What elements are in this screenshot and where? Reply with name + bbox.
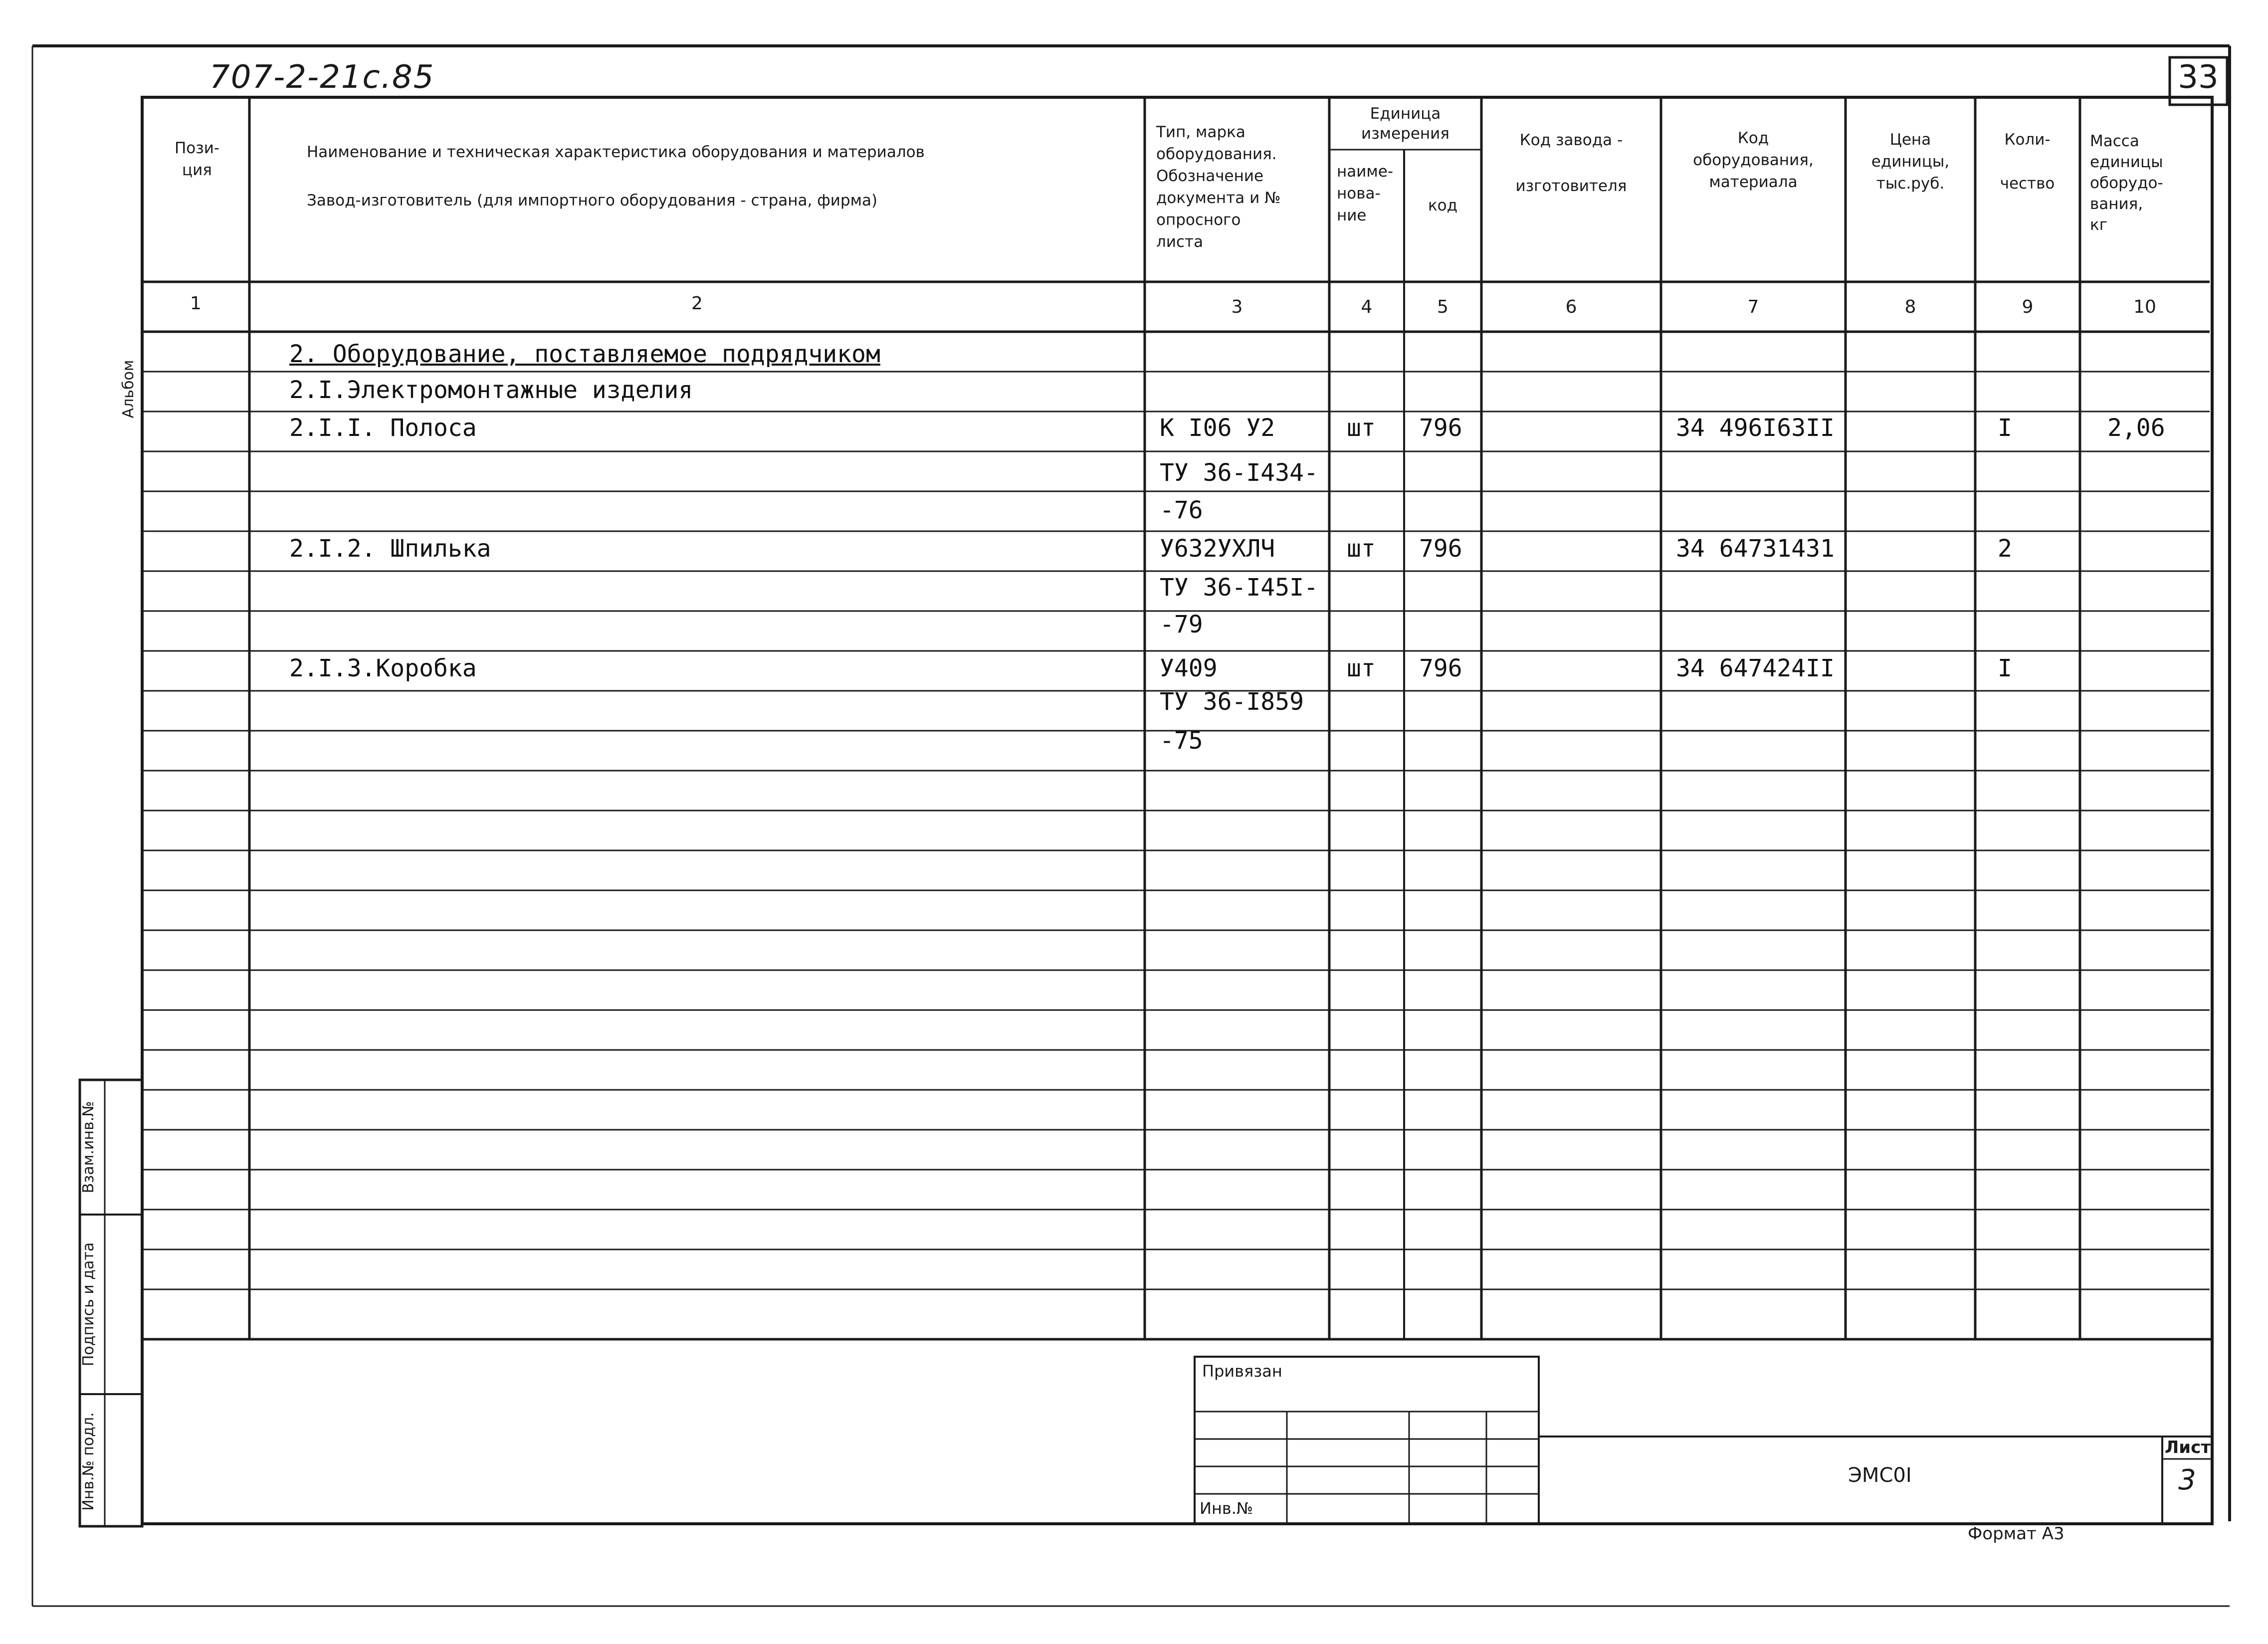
item-type-doc: -79 bbox=[1160, 611, 1203, 638]
header-mass: Масса единицы оборудо- вания, кг bbox=[2090, 132, 2163, 234]
document-designation: ЭМС0I bbox=[1848, 1464, 1912, 1487]
col-number-4: 4 bbox=[1361, 297, 1373, 317]
inv-podl-label: Инв.№ подл. bbox=[80, 1412, 97, 1511]
col-number-9: 9 bbox=[2022, 297, 2034, 317]
format-label: Формат А3 bbox=[1968, 1524, 2064, 1544]
vzam-inv-label: Взам.инв.№ bbox=[80, 1101, 97, 1194]
header-name-line1: Наименование и техническая характеристика оборудования и материалов bbox=[307, 143, 925, 161]
item-unit: шт bbox=[1347, 654, 1376, 682]
item-unit-code: 796 bbox=[1419, 654, 1462, 682]
sheet-label: Лист bbox=[2165, 1438, 2211, 1457]
item-material-code: 34 496I63II bbox=[1676, 414, 1835, 442]
item-quantity: I bbox=[1998, 414, 2012, 442]
header-type: Тип, марка оборудования. Обозначение документа и № опросного листа bbox=[1156, 123, 1281, 251]
item-unit: шт bbox=[1347, 414, 1376, 442]
header-name-line2: Завод-изготовитель (для импортного оборудования - страна, фирма) bbox=[307, 192, 878, 209]
item-type-doc: -75 bbox=[1160, 727, 1203, 755]
item-type: У632УХЛЧ bbox=[1160, 535, 1275, 563]
document-code: 707-2-21с.85 bbox=[209, 59, 435, 96]
header-unit-group: Единица измерения bbox=[1361, 105, 1449, 143]
item-material-code: 34 647424II bbox=[1676, 654, 1835, 682]
signature-date-label: Подпись и дата bbox=[80, 1242, 97, 1367]
privyazan-label: Привязан bbox=[1202, 1362, 1282, 1381]
item-type-doc: ТУ 36-I859 bbox=[1160, 688, 1304, 716]
subsection-title: 2.I.Электромонтажные изделия bbox=[289, 376, 693, 404]
item-unit-code: 796 bbox=[1419, 414, 1462, 442]
col-number-8: 8 bbox=[1904, 297, 1916, 317]
item-mass: 2,06 bbox=[2107, 414, 2165, 442]
sheet-number: 3 bbox=[2178, 1464, 2196, 1496]
col-number-10: 10 bbox=[2133, 297, 2156, 317]
header-unit-code: код bbox=[1428, 197, 1458, 214]
item-name: 2.I.2. Шпилька bbox=[289, 535, 491, 563]
item-type-doc: -76 bbox=[1160, 496, 1203, 524]
item-unit-code: 796 bbox=[1419, 535, 1462, 563]
album-label: Альбом bbox=[120, 360, 137, 418]
item-type: К I06 У2 bbox=[1160, 414, 1275, 442]
header-price: Цена единицы, тыс.руб. bbox=[1871, 131, 1950, 193]
inv-number-label: Инв.№ bbox=[1200, 1499, 1253, 1518]
item-quantity: 2 bbox=[1998, 535, 2012, 563]
item-type-doc: ТУ 36-I45I- bbox=[1160, 574, 1318, 602]
col-number-1: 1 bbox=[190, 293, 202, 314]
col-number-2: 2 bbox=[691, 293, 703, 314]
col-number-5: 5 bbox=[1437, 297, 1448, 317]
item-material-code: 34 64731431 bbox=[1676, 535, 1835, 563]
header-quantity: Коли- чество bbox=[2000, 131, 2055, 193]
header-unit-name: наиме- нова- ние bbox=[1337, 163, 1394, 224]
item-name: 2.I.I. Полоса bbox=[289, 414, 477, 442]
item-type: У409 bbox=[1160, 654, 1218, 682]
item-unit: шт bbox=[1347, 535, 1376, 563]
header-position: Пози- ция bbox=[174, 139, 220, 179]
item-quantity: I bbox=[1998, 654, 2012, 682]
col-number-3: 3 bbox=[1231, 297, 1243, 317]
col-number-7: 7 bbox=[1747, 297, 1759, 317]
header-factory-code: Код завода - изготовителя bbox=[1515, 131, 1627, 195]
header-material-code: Код оборудования, материала bbox=[1693, 129, 1814, 191]
page-number: 33 bbox=[2178, 59, 2219, 96]
col-number-6: 6 bbox=[1565, 297, 1577, 317]
item-type-doc: ТУ 36-I434- bbox=[1160, 459, 1318, 487]
item-name: 2.I.3.Коробка bbox=[289, 654, 477, 682]
section-title: 2. Оборудование, поставляемое подрядчиком bbox=[289, 340, 880, 368]
